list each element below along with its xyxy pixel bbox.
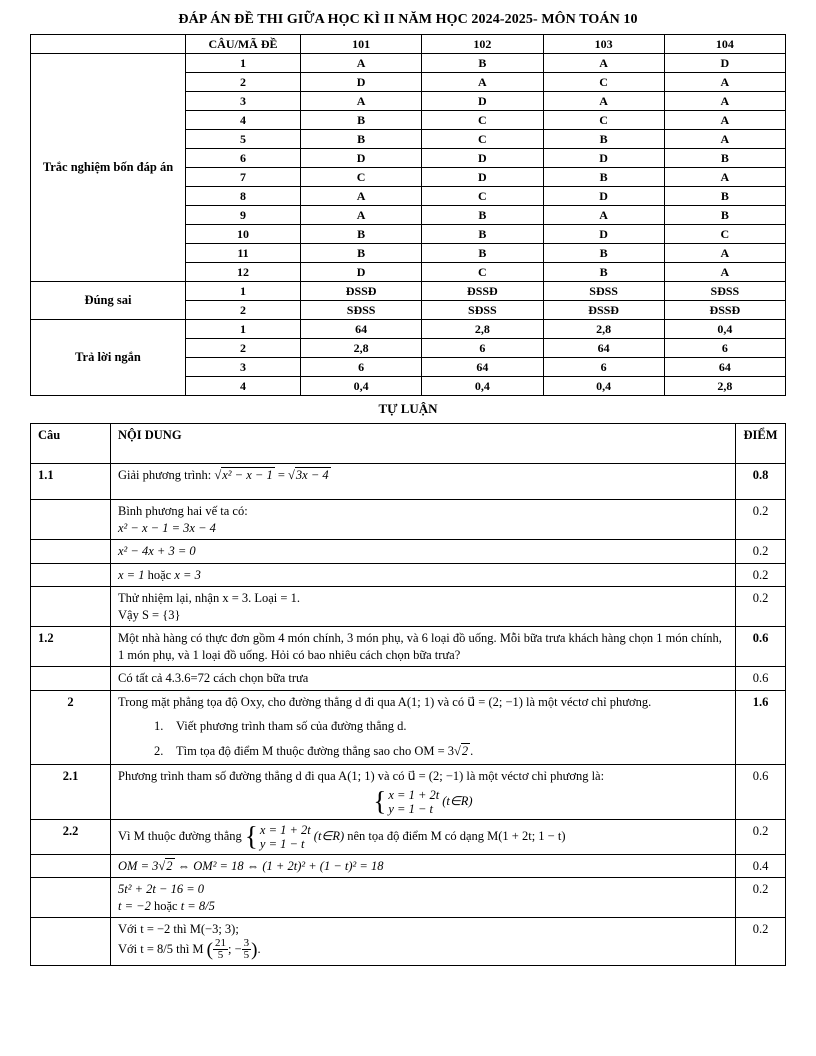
list-item-2 (154, 743, 728, 760)
essay-row-2-1 (31, 765, 786, 820)
score-cell: 0.8 (736, 464, 786, 500)
text-run: . (470, 743, 474, 758)
question-number-cell: 1 (186, 54, 301, 73)
text-line: Phương trình tham số đường thẳng d đi qua A(1; 1) và có u⃗ = (2; −1) là một véctơ chỉ phương là: (118, 769, 605, 783)
question-number-cell: 2 (186, 301, 301, 320)
header-cau-ma-de: CÂU/MÃ ĐỀ (186, 35, 301, 54)
equation-line (118, 898, 728, 915)
answer-cell: A (664, 244, 785, 263)
question-number-cell (31, 587, 111, 627)
essay-row-2-2-step1 (31, 854, 786, 878)
answer-cell: C (543, 111, 664, 130)
list-item-1 (154, 718, 728, 735)
score-cell: 0.2 (736, 563, 786, 587)
question-number-cell: 2 (31, 690, 111, 765)
score-cell: 0.6 (736, 667, 786, 691)
essay-row-1-1-step1 (31, 500, 786, 540)
radicand: 2 (461, 743, 469, 758)
question-number-cell: 2 (186, 339, 301, 358)
answer-cell: B (301, 225, 422, 244)
answer-cell: C (422, 187, 543, 206)
answer-table-header-row (31, 35, 786, 54)
answer-cell: 2,8 (301, 339, 422, 358)
answer-cell: 0,4 (301, 377, 422, 396)
solution-content-cell (111, 667, 736, 691)
question-number-cell: 4 (186, 111, 301, 130)
question-number-cell: 8 (186, 187, 301, 206)
answer-cell: B (422, 244, 543, 263)
radical-sign: √ (158, 858, 166, 873)
answer-cell: A (301, 92, 422, 111)
answer-table-body (31, 54, 786, 396)
question-number-cell: 1 (186, 320, 301, 339)
fraction-denominator: 5 (217, 949, 224, 962)
header-code-101: 101 (301, 35, 422, 54)
answer-cell: B (422, 54, 543, 73)
header-code-102: 102 (422, 35, 543, 54)
text-run: . (257, 941, 261, 956)
equation-part: ⇔ OM² = 18 ⇔ (1 + 2t)² + (1 − t)² = 18 (174, 858, 384, 873)
question-number-cell: 11 (186, 244, 301, 263)
solution-content-cell (111, 464, 736, 500)
equation-system-line (118, 788, 728, 816)
list-text: Tìm tọa độ điểm M thuộc đường thẳng sao cho OM = 3 (176, 743, 455, 758)
answer-cell: B (543, 263, 664, 282)
answer-cell: B (664, 187, 785, 206)
text-run: Giải phương trình: (118, 468, 215, 482)
essay-row-1-1-step4 (31, 587, 786, 627)
answer-cell: D (301, 149, 422, 168)
document-title: ĐÁP ÁN ĐỀ THI GIỮA HỌC KÌ II NĂM HỌC 2024-2025- MÔN TOÁN 10 (178, 12, 638, 27)
answer-cell: C (301, 168, 422, 187)
essay-row-2-2-step2 (31, 878, 786, 918)
score-cell: 0.4 (736, 854, 786, 878)
sqrt-expression (214, 467, 274, 482)
answer-cell: 2,8 (422, 320, 543, 339)
answer-cell: SĐSS (301, 301, 422, 320)
answer-cell: B (664, 149, 785, 168)
question-number-cell: 6 (186, 149, 301, 168)
sqrt-expression (454, 743, 470, 758)
question-number-cell: 4 (186, 377, 301, 396)
answer-cell: A (543, 206, 664, 225)
question-text: Một nhà hàng có thực đơn gồm 4 món chính, 3 món phụ, và 6 loại đồ uống. Mỗi bữa trưa khách hàng chọn 1 món chính, 1 món phụ, và 1 loại đồ uống. Hỏi có bao nhiêu cách chọn bữa trưa? (118, 631, 722, 662)
answer-cell: B (543, 168, 664, 187)
answer-cell: A (664, 92, 785, 111)
answer-cell: B (301, 130, 422, 149)
answer-cell: 2,8 (543, 320, 664, 339)
radicand: x² − x − 1 (222, 468, 273, 482)
solution-content-cell (111, 854, 736, 878)
text-run: Với t = 8/5 thì M (118, 941, 207, 956)
system-equation-1: x = 1 + 2t (259, 822, 311, 837)
equation-system (245, 823, 344, 851)
equals-sign: = (274, 468, 289, 482)
answer-cell: 6 (543, 358, 664, 377)
radical-sign: √ (288, 468, 295, 482)
question-number-cell: 12 (186, 263, 301, 282)
fraction-denominator: 5 (243, 949, 250, 962)
answer-group-label: Trắc nghiệm bốn đáp án (31, 54, 186, 282)
answer-cell: D (543, 187, 664, 206)
system-equation-2: y = 1 − t (388, 801, 434, 816)
answer-cell: D (422, 92, 543, 111)
text-line: Thử nhiệm lại, nhận x = 3. Loại = 1. (118, 591, 300, 605)
system-lines (388, 788, 439, 816)
answer-cell: 64 (543, 339, 664, 358)
text-line: Với t = −2 thì M(−3; 3); (118, 922, 239, 936)
answer-group-label: Trả lời ngắn (31, 320, 186, 396)
question-number-cell: 1.2 (31, 627, 111, 667)
system-brace: { (373, 786, 387, 817)
solution-content-cell (111, 690, 736, 765)
essay-section-title: TỰ LUẬN (378, 401, 438, 416)
essay-row-1-2 (31, 627, 786, 667)
fraction (213, 938, 228, 962)
answer-cell: 64 (422, 358, 543, 377)
answer-cell: SĐSS (543, 282, 664, 301)
essay-header-cau: Câu (31, 424, 111, 464)
answer-cell: 0,4 (543, 377, 664, 396)
essay-header-noidung: NỘI DUNG (111, 424, 736, 464)
answer-cell: C (422, 263, 543, 282)
question-number-cell: 1.1 (31, 464, 111, 500)
equation-line: x² − x − 1 = 3x − 4 (118, 520, 216, 535)
answer-cell: 64 (301, 320, 422, 339)
fraction-numerator: 21 (215, 936, 226, 949)
answer-cell: D (422, 168, 543, 187)
corner-cell (31, 35, 186, 54)
radical-sign: √ (214, 468, 222, 482)
answer-row (31, 320, 786, 339)
list-text: Viết phương trình tham số của đường thẳng d. (176, 719, 407, 733)
answer-cell: B (543, 130, 664, 149)
question-number-cell: 2 (186, 73, 301, 92)
answer-group-label: Đúng sai (31, 282, 186, 320)
answer-cell: D (543, 149, 664, 168)
question-text: Trong mặt phẳng tọa độ Oxy, cho đường thẳng d đi qua A(1; 1) và có u⃗ = (2; −1) là một véctơ chỉ phương. (118, 694, 652, 709)
answer-cell: B (664, 206, 785, 225)
essay-row-1-1-step2 (31, 540, 786, 564)
score-cell: 0.2 (736, 587, 786, 627)
equation-part: OM = 3 (118, 858, 159, 873)
equation-part: t = −2 (118, 898, 151, 913)
equation-part: t = 8/5 (180, 898, 215, 913)
question-number-cell: 3 (186, 92, 301, 111)
answer-cell: D (422, 149, 543, 168)
answer-cell: C (422, 130, 543, 149)
answer-row (31, 282, 786, 301)
sqrt-expression (158, 858, 174, 873)
answer-cell: 6 (301, 358, 422, 377)
answer-cell: C (664, 225, 785, 244)
answer-cell: D (543, 225, 664, 244)
answer-cell: ĐSSĐ (664, 301, 785, 320)
answer-cell: B (422, 225, 543, 244)
essay-row-1-1 (31, 464, 786, 500)
radical-sign: √ (454, 743, 461, 758)
answer-cell: C (543, 73, 664, 92)
header-code-104: 104 (664, 35, 785, 54)
sqrt-expression (288, 467, 331, 482)
solution-content-cell (111, 627, 736, 667)
answer-cell: A (422, 73, 543, 92)
answer-cell: ĐSSĐ (543, 301, 664, 320)
answer-cell: 6 (422, 339, 543, 358)
score-cell: 0.2 (736, 878, 786, 918)
essay-row-2 (31, 690, 786, 765)
text-run: hoặc (144, 567, 175, 582)
essay-row-2-2 (31, 819, 786, 854)
equation-part: x = 3 (174, 567, 201, 582)
equation-system (373, 788, 472, 816)
answer-cell: A (301, 187, 422, 206)
question-number-cell: 1 (186, 282, 301, 301)
question-number-cell: 9 (186, 206, 301, 225)
score-cell: 0.2 (736, 819, 786, 854)
question-number-cell (31, 878, 111, 918)
left-paren: ( (206, 939, 213, 961)
answer-cell: SĐSS (664, 282, 785, 301)
question-number-cell (31, 854, 111, 878)
solution-content-cell (111, 540, 736, 564)
essay-header-row (31, 424, 786, 464)
score-cell: 0.2 (736, 500, 786, 540)
answer-cell: B (301, 111, 422, 130)
question-number-cell (31, 500, 111, 540)
essay-row-1-2-step1 (31, 667, 786, 691)
question-number-cell: 3 (186, 358, 301, 377)
answer-cell: A (543, 54, 664, 73)
answer-cell: A (664, 111, 785, 130)
solution-content-cell (111, 918, 736, 966)
question-number-cell (31, 918, 111, 966)
fraction-numerator: 3 (243, 936, 250, 949)
list-marker: 1. (154, 719, 164, 733)
answer-key-table (30, 34, 786, 396)
answer-cell: B (301, 244, 422, 263)
answer-cell: 0,4 (664, 320, 785, 339)
question-number-cell (31, 667, 111, 691)
radicand: 3x − 4 (295, 468, 329, 482)
answer-cell: A (543, 92, 664, 111)
fraction (242, 938, 252, 962)
question-number-cell (31, 540, 111, 564)
solution-content-cell (111, 563, 736, 587)
score-cell: 0.2 (736, 918, 786, 966)
system-brace: { (244, 821, 258, 852)
essay-header-diem: ĐIỂM (736, 424, 786, 464)
text-run: nên tọa độ điểm M có dạng M(1 + 2t; 1 − t) (344, 828, 566, 843)
answer-cell: D (301, 263, 422, 282)
equation-line: 5t² + 2t − 16 = 0 (118, 882, 204, 896)
right-paren: ) (251, 939, 258, 961)
system-equation-1: x = 1 + 2t (388, 787, 440, 802)
answer-cell: A (664, 130, 785, 149)
solution-content-cell (111, 819, 736, 854)
header-code-103: 103 (543, 35, 664, 54)
separator: ; − (228, 941, 242, 956)
equation-line: x² − 4x + 3 = 0 (118, 544, 196, 558)
answer-row (31, 54, 786, 73)
answer-cell: A (664, 168, 785, 187)
text-line: Bình phương hai vế ta có: (118, 504, 248, 518)
radicand: 2 (166, 858, 173, 873)
answer-cell: B (422, 206, 543, 225)
text-run: hoặc (150, 898, 181, 913)
solution-content-cell (111, 765, 736, 820)
question-number-cell: 7 (186, 168, 301, 187)
solution-content-cell (111, 878, 736, 918)
score-cell: 1.6 (736, 690, 786, 765)
answer-cell: 2,8 (664, 377, 785, 396)
text-line: Vậy S = {3} (118, 607, 181, 622)
answer-cell: A (664, 263, 785, 282)
answer-cell: C (422, 111, 543, 130)
answer-cell: D (664, 54, 785, 73)
answer-cell: A (301, 54, 422, 73)
question-number-cell: 2.2 (31, 819, 111, 854)
question-number-cell: 10 (186, 225, 301, 244)
answer-cell: B (543, 244, 664, 263)
list-marker: 2. (154, 743, 164, 758)
system-lines (260, 823, 311, 851)
text-run: Vì M thuộc đường thẳng (118, 828, 245, 843)
answer-cell: 0,4 (422, 377, 543, 396)
essay-table (30, 423, 786, 966)
solution-content-cell (111, 500, 736, 540)
score-cell: 0.2 (736, 540, 786, 564)
answer-cell: A (664, 73, 785, 92)
question-number-cell (31, 563, 111, 587)
answer-cell: 64 (664, 358, 785, 377)
system-condition: (t∈R) (442, 794, 473, 809)
score-cell: 0.6 (736, 627, 786, 667)
text-line-with-fractions (118, 938, 728, 962)
answer-cell: ĐSSĐ (301, 282, 422, 301)
text-line: Có tất cả 4.3.6=72 cách chọn bữa trưa (118, 671, 309, 685)
question-number-cell: 2.1 (31, 765, 111, 820)
solution-content-cell (111, 587, 736, 627)
essay-row-1-1-step3 (31, 563, 786, 587)
system-condition: (t∈R) (313, 829, 345, 844)
essay-row-2-2-step3 (31, 918, 786, 966)
answer-cell: D (301, 73, 422, 92)
answer-cell: 6 (664, 339, 785, 358)
score-cell: 0.6 (736, 765, 786, 820)
equation-part: x = 1 (118, 567, 145, 582)
question-number-cell: 5 (186, 130, 301, 149)
answer-cell: ĐSSĐ (422, 282, 543, 301)
answer-cell: A (301, 206, 422, 225)
system-equation-2: y = 1 − t (259, 836, 305, 851)
answer-cell: SĐSS (422, 301, 543, 320)
